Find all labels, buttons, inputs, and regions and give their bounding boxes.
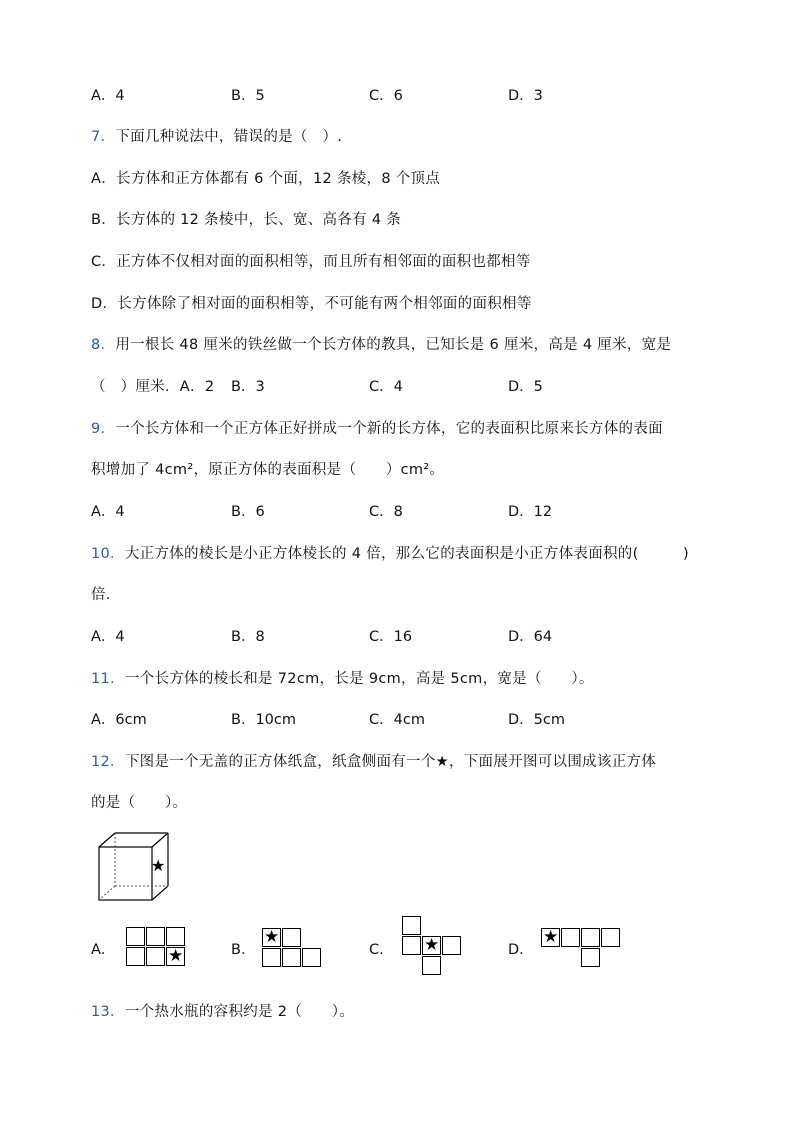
q11-stem: 一个长方体的棱长和是 72cm，长是 9cm，高是 5cm，宽是（ ）。 (124, 671, 594, 687)
net-square (422, 956, 441, 975)
q10-option-d: D．64 (508, 629, 553, 645)
q6-option-a: A．4 (91, 88, 125, 104)
q12-net-b (262, 928, 324, 970)
net-square (581, 928, 600, 947)
q9-stem-1: 一个长方体和一个正方体正好拼成一个新的长方体，它的表面积比原来长方体的表面 (115, 421, 663, 437)
net-square (581, 948, 600, 967)
q8-stem-line-2: （ ）厘米．A．2 (91, 379, 215, 395)
q12-stem-1: 下图是一个无盖的正方体纸盒，纸盒侧面有一个★，下面展开图可以围成该正方体 (124, 754, 657, 770)
q9-option-a: A．4 (91, 504, 125, 520)
q10-option-b: B．8 (231, 629, 265, 645)
q11-option-b: B．10cm (231, 712, 296, 728)
net-square (126, 947, 145, 966)
q7-option-b: B．长方体的 12 条棱中，长、宽、高各有 4 条 (91, 212, 402, 228)
q11-stem-line (91, 669, 594, 689)
q9-option-c: C．8 (369, 504, 403, 520)
net-square (146, 947, 165, 966)
q7-stem-line (91, 127, 342, 147)
q13-stem-line (91, 1002, 354, 1022)
q12-option-d-label: D． (508, 942, 534, 958)
q8-number: 8． (91, 337, 116, 353)
net-square (402, 916, 421, 935)
q10-number: 10． (91, 546, 125, 562)
q6-option-b: B．5 (231, 88, 265, 104)
q11-option-c: C．4cm (369, 712, 425, 728)
net-square (402, 936, 421, 955)
net-square (442, 936, 461, 955)
q12-option-a-label: A． (91, 942, 116, 958)
q11-option-a: A．6cm (91, 712, 147, 728)
star-icon: ★ (543, 927, 559, 947)
q12-option-b-label: B． (231, 942, 256, 958)
q12-net-c (402, 916, 464, 978)
q8-option-c: C．4 (369, 379, 403, 395)
net-square (146, 927, 165, 946)
q7-option-d: D．长方体除了相对面的面积相等，不可能有两个相邻面的面积相等 (91, 296, 532, 312)
q6-option-d: D．3 (508, 88, 543, 104)
q8-option-b: B．3 (231, 379, 265, 395)
net-square (282, 948, 301, 967)
q9-option-b: B．6 (231, 504, 265, 520)
q12-stem-line-1 (91, 752, 656, 772)
q8-stem-line-1 (91, 335, 671, 355)
q13-stem: 一个热水瓶的容积约是 2（ ）。 (124, 1004, 355, 1020)
net-square (166, 927, 185, 946)
net-square (601, 928, 620, 947)
q12-net-a (126, 927, 188, 969)
star-icon: ★ (151, 856, 166, 875)
q12-stem-line-2: 的是（ ）。 (91, 795, 188, 811)
net-square (302, 948, 321, 967)
q6-option-c: C．6 (369, 88, 403, 104)
q13-number: 13． (91, 1004, 125, 1020)
q12-option-c-label: C． (369, 942, 394, 958)
q10-option-a: A．4 (91, 629, 125, 645)
q10-stem-line-2: 倍． (91, 587, 121, 603)
q9-option-d: D．12 (508, 504, 553, 520)
q10-option-c: C．16 (369, 629, 413, 645)
q11-option-d: D．5cm (508, 712, 565, 728)
net-square (262, 948, 281, 967)
q7-number: 7． (91, 129, 116, 145)
q11-number: 11． (91, 671, 125, 687)
net-square (126, 927, 145, 946)
q9-stem-line-1 (91, 419, 663, 439)
q8-option-d: D．5 (508, 379, 543, 395)
q7-option-c: C．正方体不仅相对面的面积相等，而且所有相邻面的面积也都相等 (91, 254, 531, 270)
q12-number: 12． (91, 754, 125, 770)
net-square (282, 928, 301, 947)
star-icon: ★ (168, 946, 184, 966)
star-icon: ★ (424, 935, 440, 955)
q12-net-d (541, 928, 623, 970)
q10-stem-line-1 (91, 544, 689, 564)
q9-number: 9． (91, 421, 116, 437)
q10-stem-1: 大正方体的棱长是小正方体棱长的 4 倍，那么它的表面积是小正方体表面积的( ) (124, 546, 689, 562)
q9-stem-line-2: 积增加了 4cm²，原正方体的表面积是（ ）cm²。 (91, 462, 445, 478)
q7-option-a: A．长方体和正方体都有 6 个面，12 条棱，8 个顶点 (91, 171, 441, 187)
q7-stem: 下面几种说法中，错误的是（ ）. (115, 129, 343, 145)
net-square (561, 928, 580, 947)
q8-stem-1: 用一根长 48 厘米的铁丝做一个长方体的教具，已知长是 6 厘米，高是 4 厘米，宽是 (115, 337, 672, 353)
star-icon: ★ (264, 927, 280, 947)
